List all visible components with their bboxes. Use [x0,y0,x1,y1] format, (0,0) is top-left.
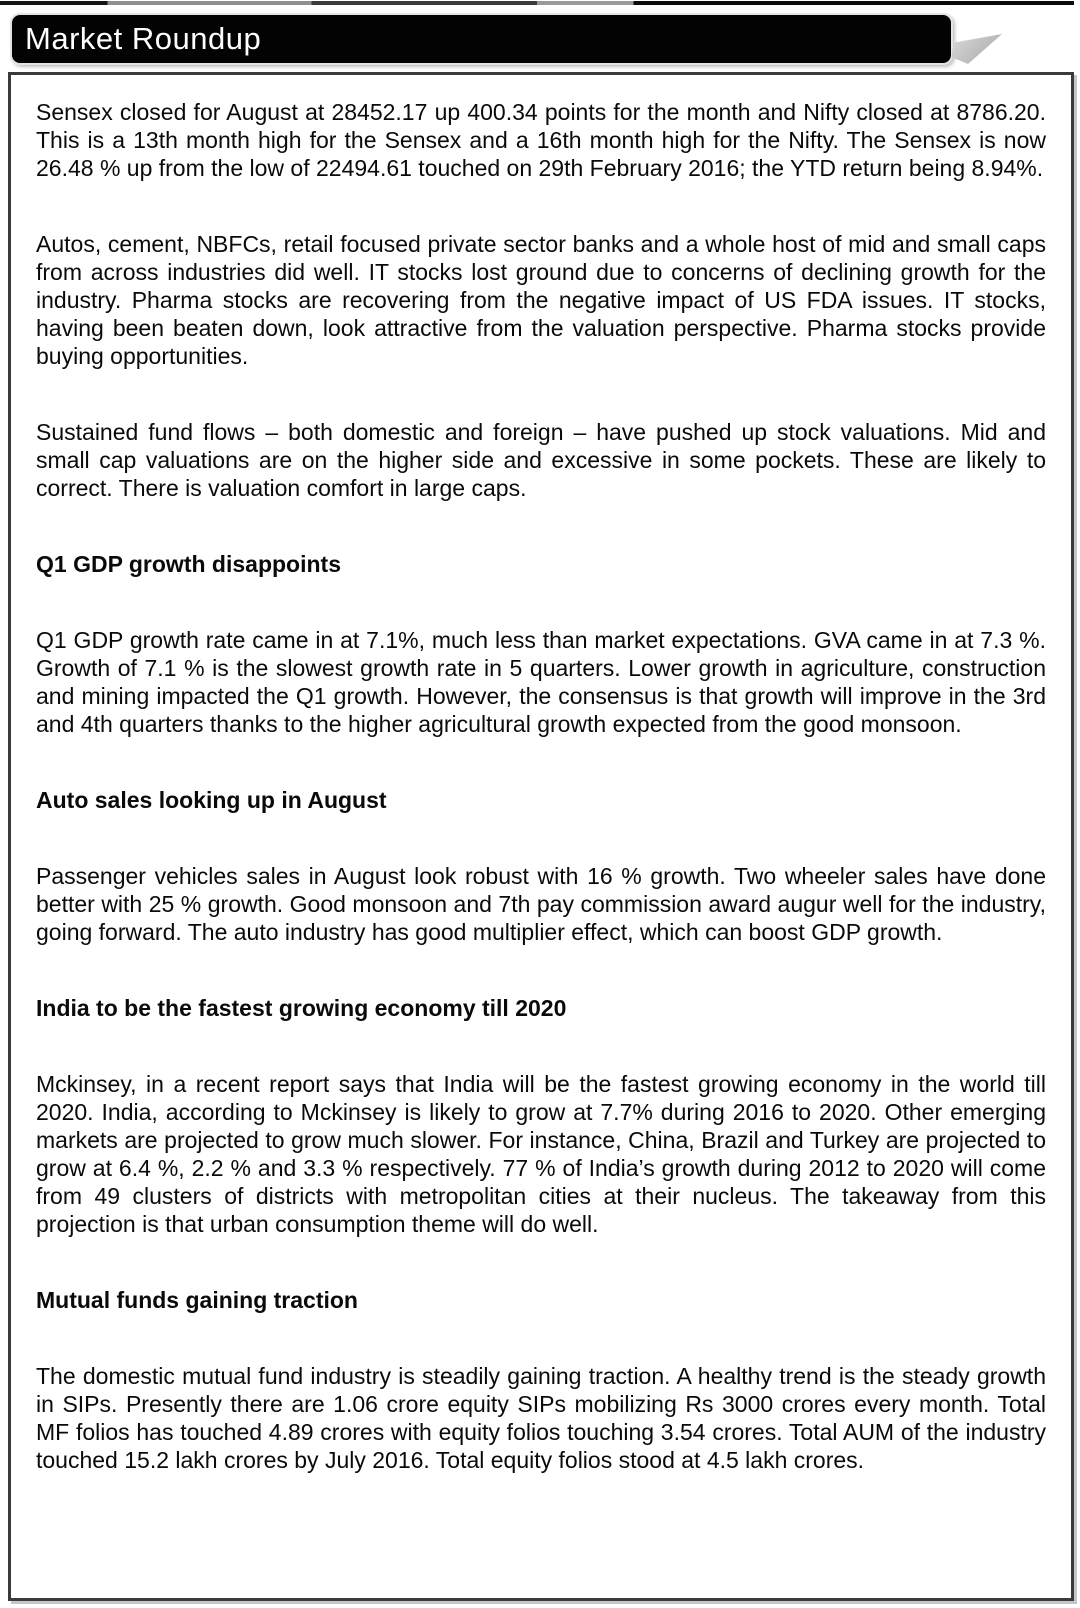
page-title: Market Roundup [25,21,262,56]
paragraph-auto-sales: Passenger vehicles sales in August look robust with 16 % growth. Two wheeler sales have done better with 25 % growth. Good monsoon and 7th pay commission award augur well for the industry, going forward. The auto industry has good multiplier effect, which can boost GDP growth. [36,863,1046,945]
heading-q1-gdp: Q1 GDP growth disappoints [36,551,341,577]
top-edge-rule [0,1,1074,5]
paragraph-mutual-funds: The domestic mutual fund industry is steadily gaining traction. A healthy trend is the steady growth in SIPs. Presently there are 1.06 crore equity SIPs mobilizing Rs 3000 crores every month. Total MF folios has touched 4.89 crores with equity folios touching 3.54 crores. Total AUM of the industry touched 15.2 lakh crores by July 2016. Total equity folios stood at 4.5 lakh crores. [36,1363,1046,1473]
article [36,98,1046,1474]
paragraph-market-summary: Sensex closed for August at 28452.17 up 400.34 points for the month and Nifty closed at 8786.20. This is a 13th month high for the Sensex and a 16th month high for the Nifty. The Sensex is now 26.48 % up from the low of 22494.61 touched on 29th February 2016; the YTD return being 8.94%. [36,99,1046,181]
paragraph-sector-performance: Autos, cement, NBFCs, retail focused private sector banks and a whole host of mid and small caps from across industries did well. IT stocks lost ground due to concerns of declining growth for the industry. Pharma stocks are recovering from the negative impact of US FDA issues. IT stocks, having been beaten down, look attractive from the valuation perspective. Pharma stocks provide buying opportunities. [36,231,1046,369]
header-bar [10,13,953,65]
content-box [8,72,1074,1601]
paragraph-india-growth: Mckinsey, in a recent report says that India will be the fastest growing economy in the world till 2020. India, according to Mckinsey is likely to grow at 7.7% during 2016 to 2020. Other emerging markets are projected to grow much slower. For instance, China, Brazil and Turkey are projected to grow at 6.4 %, 2.2 % and 3.3 % respectively. 77 % of India’s growth during 2012 to 2020 will come from 49 clusters of districts with metropolitan cities at their nucleus. The takeaway from this projection is that urban consumption theme will do well. [36,1071,1046,1237]
paragraph-fund-flows: Sustained fund flows – both domestic and foreign – have pushed up stock valuations. Mid and small cap valuations are on the higher side and excessive in some pockets. These are likely to correct. There is valuation comfort in large caps. [36,419,1046,501]
header-arrow-icon [952,34,1002,64]
heading-mutual-funds: Mutual funds gaining traction [36,1287,358,1313]
heading-india-growth: India to be the fastest growing economy till 2020 [36,995,567,1021]
heading-auto-sales: Auto sales looking up in August [36,787,387,813]
paragraph-q1-gdp: Q1 GDP growth rate came in at 7.1%, much less than market expectations. GVA came in at 7.3 %. Growth of 7.1 % is the slowest growth rate in 5 quarters. Lower growth in agriculture, construction and mining impacted the Q1 growth. However, the consensus is that growth will improve in the 3rd and 4th quarters thanks to the higher agricultural growth expected from the good monsoon. [36,627,1046,737]
